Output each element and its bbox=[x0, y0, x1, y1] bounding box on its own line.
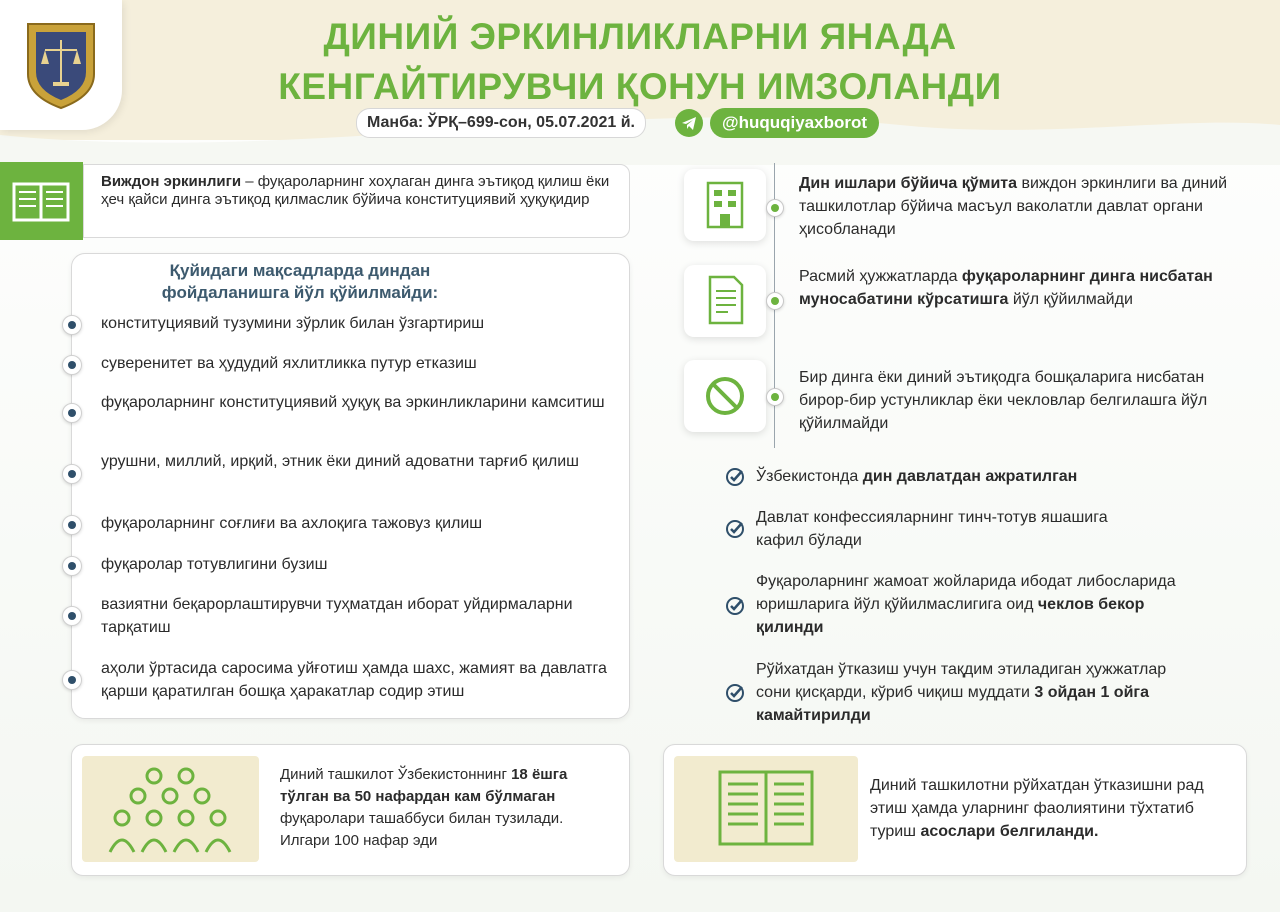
list-bullet bbox=[62, 515, 82, 535]
text-bold: Дин ишлари бўйича қўмита bbox=[799, 175, 1018, 192]
text-part: Диний ташкилот Ўзбекистоннинг bbox=[280, 766, 512, 783]
text-part: Бир динга ёки диний эътиқодга бошқаларига нисбатан бирор-бир устунликлар ёки чекловлар белгилашга йўл қўйилмайди bbox=[799, 369, 1208, 432]
text-part: Ўзбекистонда bbox=[756, 468, 863, 485]
check-item bbox=[756, 465, 1226, 488]
list-bullet bbox=[62, 556, 82, 576]
text-bold: дин давлатдан ажратилган bbox=[862, 468, 1078, 485]
list-bullet bbox=[62, 464, 82, 484]
timeline-dot bbox=[766, 292, 784, 310]
text-part: Расмий ҳужжатларда bbox=[799, 268, 962, 285]
check-item bbox=[756, 506, 1116, 552]
timeline-dot bbox=[766, 199, 784, 217]
text-part: Диний ташкилотни рўйхатдан ўтказишни рад этиш ҳамда уларнинг фаолиятини тўхтатиб туриш bbox=[870, 777, 1204, 840]
open-book-icon bbox=[674, 756, 858, 862]
definition-text bbox=[101, 173, 621, 209]
definition-card bbox=[83, 164, 630, 238]
equality-text bbox=[799, 366, 1239, 435]
check-icon bbox=[725, 596, 745, 616]
text-bold: 3 ойдан 1 ойга камайтирилди bbox=[756, 684, 1149, 724]
check-icon bbox=[725, 467, 745, 487]
list-bullet bbox=[62, 606, 82, 626]
membership-text bbox=[280, 764, 615, 852]
building-icon bbox=[684, 169, 766, 241]
list-item: вазиятни беқарорлаштирувчи туҳматдан иборат уйдирмаларни тарқатиш bbox=[101, 596, 573, 636]
text-bold: асослари белгиланди. bbox=[920, 823, 1099, 840]
check-item bbox=[756, 658, 1196, 727]
source-label: Манба: ЎРҚ–699-сон, 05.07.2021 й. bbox=[356, 108, 646, 138]
definition-body: – фуқароларнинг хоҳлаган динга эътиқод қилиш ёки ҳеч қайси динга эътиқод қилмаслик бўйича конституциявий ҳуқуқидир bbox=[101, 173, 610, 208]
list-item: конституциявий тузумини зўрлик билан ўзгартириш bbox=[101, 315, 485, 332]
text-bold: чеклов бекор қилинди bbox=[756, 596, 1145, 636]
prohibited-icon bbox=[684, 360, 766, 432]
people-illustration bbox=[82, 756, 259, 862]
list-item: фуқароларнинг соғлиғи ва ахлоқига тажовуз қилиш bbox=[101, 515, 483, 532]
list-bullet bbox=[62, 670, 82, 690]
list-item: фуқаролар тотувлигини бузиш bbox=[101, 556, 328, 573]
list-item: суверенитет ва ҳудудий яхлитликка путур етказиш bbox=[101, 355, 477, 372]
title-line-2: КЕНГАЙТИРУВЧИ ҚОНУН ИМЗОЛАНДИ bbox=[278, 66, 1002, 107]
list-bullet bbox=[62, 403, 82, 423]
check-item bbox=[756, 570, 1186, 639]
text-part: йўл қўйилмайди bbox=[1008, 291, 1133, 308]
text-part: Фуқароларнинг жамоат жойларида ибодат либосларида юришларига йўл қўйилмаслигига оид bbox=[756, 573, 1176, 613]
text-part: Давлат конфессияларнинг тинч-тотув яшашига кафил бўлади bbox=[756, 509, 1108, 549]
text-bold: фуқароларнинг динга нисбатан муносабатини кўрсатишга bbox=[799, 268, 1213, 308]
telegram-icon[interactable] bbox=[675, 109, 703, 137]
text-part: Рўйхатдан ўтказиш учун тақдим этиладиган ҳужжатлар сони қисқарди, кўриб чиқиш муддати bbox=[756, 661, 1167, 701]
restrictions-title: Қуйидаги мақсадларда диндан фойдаланишга йўл қўйилмайди: bbox=[161, 261, 439, 302]
document-icon bbox=[684, 265, 766, 337]
page-title bbox=[150, 12, 1130, 112]
text-part: фуқаролари ташаббуси билан тузилади. Илгари 100 нафар эди bbox=[280, 810, 564, 849]
justice-emblem-icon bbox=[18, 14, 104, 110]
title-line-1: ДИНИЙ ЭРКИНЛИКЛАРНИ ЯНАДА bbox=[323, 16, 957, 57]
list-bullet bbox=[62, 355, 82, 375]
telegram-handle-link[interactable]: @huquqiyaxborot bbox=[710, 108, 879, 138]
check-icon bbox=[725, 519, 745, 539]
people-group-icon bbox=[82, 756, 259, 862]
committee-text bbox=[799, 172, 1239, 241]
timeline-dot bbox=[766, 388, 784, 406]
list-bullet bbox=[62, 315, 82, 335]
text-part: виждон эркинлиги ва диний ташкилотлар бўйича масъул ваколатли давлат органи ҳисобланади bbox=[799, 175, 1228, 238]
book-icon bbox=[0, 162, 83, 240]
list-item: урушни, миллий, ирқий, этник ёки диний адоватни тарғиб қилиш bbox=[101, 453, 580, 470]
list-item: аҳоли ўртасида саросима уйғотиш ҳамда шахс, жамият ва давлатга қарши қаратилган бошқа ҳаракатлар содир этиш bbox=[101, 660, 607, 700]
list-item: фуқароларнинг конституциявий ҳуқуқ ва эркинликларини камситиш bbox=[101, 394, 605, 411]
registration-text bbox=[870, 774, 1235, 843]
check-icon bbox=[725, 683, 745, 703]
text-bold: 18 ёшга тўлган ва 50 нафардан кам бўлмаган bbox=[280, 766, 568, 805]
logo-card bbox=[0, 0, 122, 130]
book-illustration bbox=[674, 756, 858, 862]
definition-term: Виждон эркинлиги bbox=[101, 173, 242, 190]
documents-text bbox=[799, 265, 1239, 311]
